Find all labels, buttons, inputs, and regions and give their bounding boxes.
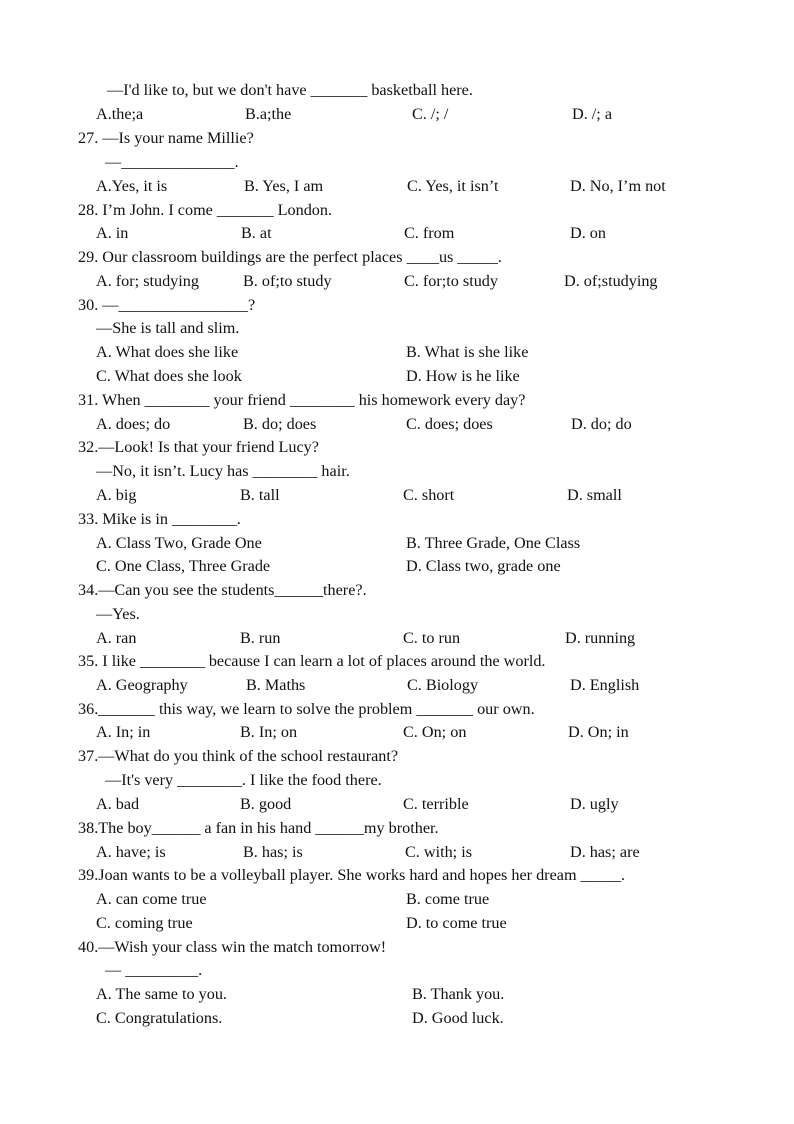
q36-option-c: C. On; on [403, 723, 467, 741]
q33-stem: 33. Mike is in ________. [78, 510, 241, 528]
q40-option-d: D. Good luck. [412, 1009, 504, 1027]
q36-option-d: D. On; in [568, 723, 629, 741]
q31-option-a: A. does; do [96, 415, 171, 433]
q31-option-b: B. do; does [243, 415, 317, 433]
q30-option-a: A. What does she like [96, 343, 239, 361]
q32-option-b: B. tall [240, 486, 280, 504]
q35-option-b: B. Maths [246, 676, 306, 694]
q35-option-a: A. Geography [96, 676, 188, 694]
q32-option-d: D. small [567, 486, 622, 504]
q39-stem: 39.Joan wants to be a volleyball player. She works hard and hopes her dream _____. [78, 866, 626, 884]
q40-stem: 40.—Wish your class win the match tomorrow! [78, 938, 387, 956]
q32-option-a: A. big [96, 486, 137, 504]
q33-option-b: B. Three Grade, One Class [406, 534, 581, 552]
q28-option-d: D. on [570, 224, 606, 242]
q27-option-d: D. No, I’m not [570, 177, 666, 195]
q28-option-b: B. at [241, 224, 272, 242]
q29-option-a: A. for; studying [96, 272, 199, 290]
q30-reply: —She is tall and slim. [96, 319, 240, 337]
q29-option-d: D. of;studying [564, 272, 658, 290]
q39-option-a: A. can come true [96, 890, 207, 908]
q30-option-b: B. What is she like [406, 343, 529, 361]
q40-reply: — _________. [105, 961, 203, 979]
q35-stem: 35. I like ________ because I can learn a lot of places around the world. [78, 652, 546, 670]
q35-option-d: D. English [570, 676, 640, 694]
q31-option-c: C. does; does [406, 415, 493, 433]
q31-option-d: D. do; do [571, 415, 632, 433]
q27-stem: 27. —Is your name Millie? [78, 129, 254, 147]
q32-stem: 32.—Look! Is that your friend Lucy? [78, 438, 319, 456]
q30-option-d: D. How is he like [406, 367, 520, 385]
q38-option-c: C. with; is [405, 843, 473, 861]
q35-option-c: C. Biology [407, 676, 479, 694]
q36-option-a: A. In; in [96, 723, 151, 741]
q37-option-b: B. good [240, 795, 292, 813]
q29-stem: 29. Our classroom buildings are the perfect places ____us _____. [78, 248, 502, 266]
q29-option-c: C. for;to study [404, 272, 498, 290]
q34-option-a: A. ran [96, 629, 137, 647]
q38-option-a: A. have; is [96, 843, 166, 861]
q26-option-b: B.a;the [245, 105, 292, 123]
q27-option-c: C. Yes, it isn’t [407, 177, 499, 195]
q39-option-b: B. come true [406, 890, 490, 908]
q33-option-c: C. One Class, Three Grade [96, 557, 271, 575]
q36-stem: 36._______ this way, we learn to solve the problem _______ our own. [78, 700, 535, 718]
q36-option-b: B. In; on [240, 723, 298, 741]
q37-option-a: A. bad [96, 795, 140, 813]
q37-option-d: D. ugly [570, 795, 619, 813]
q30-option-c: C. What does she look [96, 367, 242, 385]
q28-option-a: A. in [96, 224, 129, 242]
q33-option-d: D. Class two, grade one [406, 557, 561, 575]
q37-stem: 37.—What do you think of the school restaurant? [78, 747, 399, 765]
q40-option-c: C. Congratulations. [96, 1009, 223, 1027]
q26-option-c: C. /; / [412, 105, 449, 123]
q34-reply: —Yes. [96, 605, 140, 623]
q33-option-a: A. Class Two, Grade One [96, 534, 262, 552]
q31-stem: 31. When ________ your friend ________ his homework every day? [78, 391, 526, 409]
q34-option-c: C. to run [403, 629, 461, 647]
q34-option-d: D. running [565, 629, 636, 647]
q38-stem: 38.The boy______ a fan in his hand ______my brother. [78, 819, 439, 837]
q28-stem: 28. I’m John. I come _______ London. [78, 201, 333, 219]
q40-option-a: A. The same to you. [96, 985, 227, 1003]
q28-option-c: C. from [404, 224, 455, 242]
q37-option-c: C. terrible [403, 795, 469, 813]
q27-reply: —______________. [105, 153, 239, 171]
q26-option-a: A.the;a [96, 105, 144, 123]
q39-option-c: C. coming true [96, 914, 193, 932]
q38-option-d: D. has; are [570, 843, 640, 861]
q27-option-a: A.Yes, it is [96, 177, 168, 195]
q39-option-d: D. to come true [406, 914, 507, 932]
q32-reply: —No, it isn’t. Lucy has ________ hair. [96, 462, 350, 480]
q26-option-d: D. /; a [572, 105, 613, 123]
q34-stem: 34.—Can you see the students______there?. [78, 581, 367, 599]
q27-option-b: B. Yes, I am [244, 177, 324, 195]
q38-option-b: B. has; is [243, 843, 303, 861]
q30-stem: 30. —________________? [78, 296, 256, 314]
q34-option-b: B. run [240, 629, 281, 647]
q40-option-b: B. Thank you. [412, 985, 505, 1003]
q29-option-b: B. of;to study [243, 272, 332, 290]
q37-reply: —It's very ________. I like the food there. [105, 771, 382, 789]
q32-option-c: C. short [403, 486, 455, 504]
q26-stem: —I'd like to, but we don't have _______ basketball here. [107, 81, 473, 99]
